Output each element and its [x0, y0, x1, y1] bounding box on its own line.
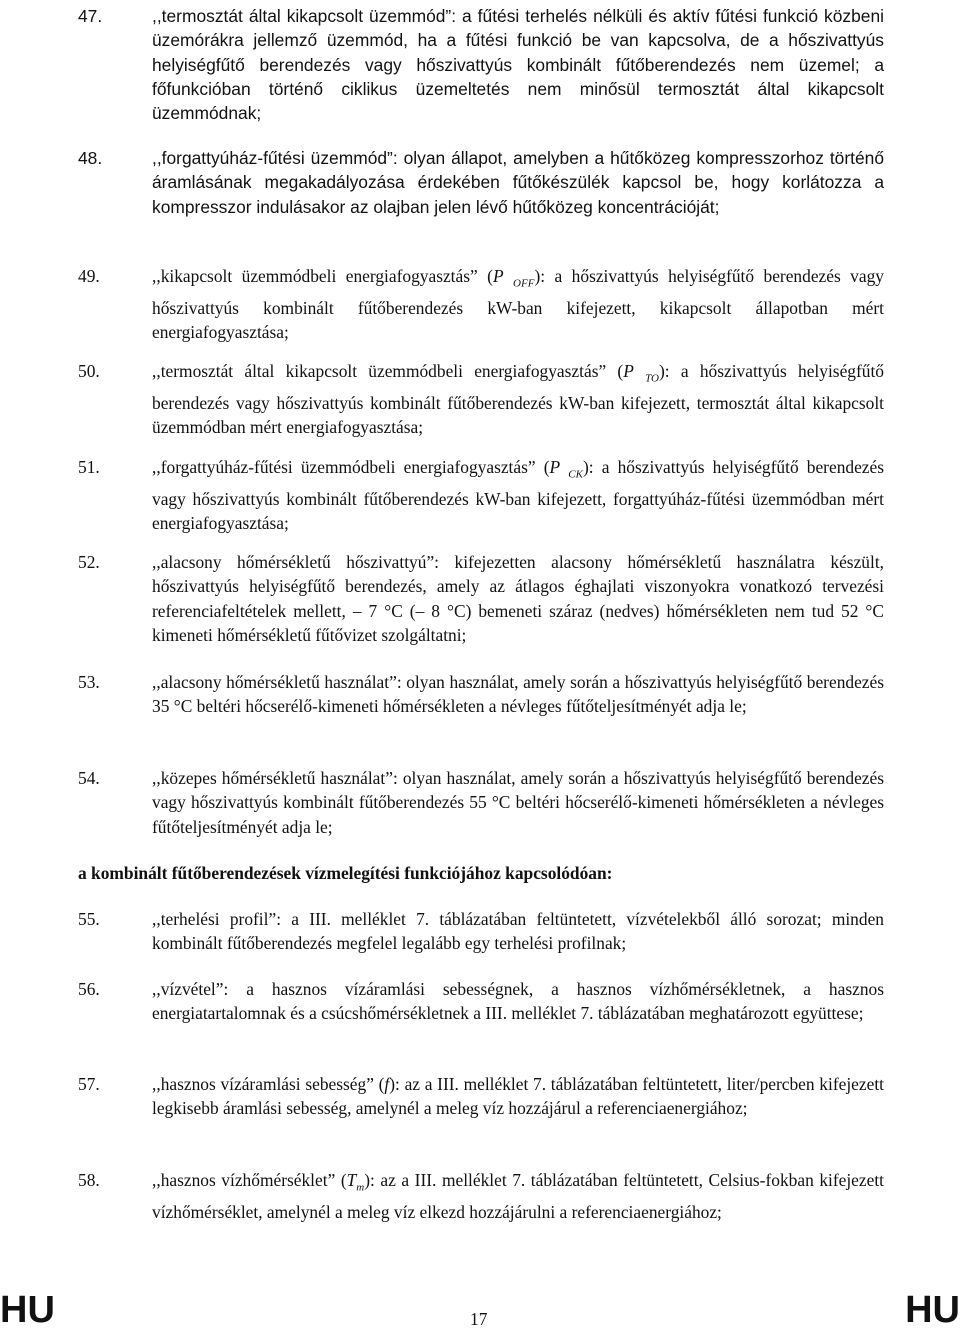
item-text: : olyan használat, amely során a hőszivattyús helyiségfűtő berendezés vagy hőszivattyús kombinált fűtőberendezés 55 °C beltéri hőcserélő-kimeneti hőmérsékleten a névleges fűtőteljesítményét adja le;: [152, 768, 885, 837]
item-body: ,,forgattyúház-fűtési üzemmód”: olyan állapot, amelyben a hűtőközeg kompresszorhoz történő áramlásának megakadályozása érdekében fűtőkészülék kapcsol be, hogy korlátozza a kompresszor indulásakor az olajban jelen lévő hűtőközeg koncentrációját;: [152, 148, 884, 217]
item-term: termosztát által kikapcsolt üzemmódbeli energiafogyasztás: [160, 361, 599, 381]
definition-49: [78, 264, 884, 344]
item-number: 58.: [78, 1170, 100, 1190]
footer-language-right: HU: [905, 1289, 960, 1331]
item-symbol: P: [549, 457, 561, 477]
item-symbol-sub: TO: [645, 372, 659, 385]
item-text: : a hasznos vízáramlási sebességnek, a hasznos vízhőmérsékletnek, a hasznos energiatartalomnak és a csúcshőmérsékletnek a III. melléklet 7. táblázatában meghatározott együttese;: [152, 979, 884, 1024]
item-body: ,,vízvétel”: a hasznos vízáramlási sebességnek, a hasznos vízhőmérsékletnek, a hasznos energiatartalomnak és a csúcshőmérsékletnek a III. melléklet 7. táblázatában meghatározott együttese;: [152, 979, 884, 1024]
item-number: 50.: [78, 361, 100, 381]
item-number: 56.: [78, 979, 100, 999]
section-heading: a kombinált fűtőberendezések vízmelegítési funkciójához kapcsolódóan:: [78, 863, 613, 883]
item-body: ,,hasznos vízáramlási sebesség” (f): az a III. melléklet 7. táblázatában feltüntetett, liter/percben kifejezett legkisebb áramlási sebesség, amelynél a meleg víz hozzájárul a referenciaenergiához;: [152, 1074, 884, 1119]
item-body: ,,forgattyúház-fűtési üzemmódbeli energiafogyasztás” (P $_{CK}$): a hőszivattyús helyiségfűtő berendezés vagy hőszivattyús kombinált fűtőberendezés kW-ban kifejezett, forgattyúház-fűtési üzemmódban mért energiafogyasztása;: [152, 457, 885, 534]
definition-55: [78, 907, 884, 956]
item-symbol-sub: m: [356, 1181, 365, 1194]
definition-57: [78, 1072, 884, 1121]
definition-51: [78, 455, 884, 535]
item-text: : olyan állapot, amelyben a hűtőközeg kompresszorhoz történő áramlásának megakadályozása érdekében fűtőkészülék kapcsol be, hogy korlátozza a kompresszor indulásakor az olajban jelen lévő hűtőközeg koncentrációját;: [152, 148, 884, 217]
item-term: kikapcsolt üzemmódbeli energiafogyasztás: [160, 266, 470, 286]
item-term: vízvétel: [160, 979, 216, 999]
item-body: ,,alacsony hőmérsékletű hőszivattyú”: kifejezetten alacsony hőmérsékletű használatra készült, hőszivattyús helyiségfűtő berendezés, amely az átlagos éghajlati viszonyokra vonatkozó tervezési referenciafeltételek mellett, – 7 °C (– 8 °C) bemeneti száraz (nedves) hőmérsékleten nem tud 52 °C kimeneti hőmérsékletű fűtővizet szolgáltatni;: [152, 552, 885, 645]
item-symbol-sub: OFF: [513, 277, 535, 290]
item-term: alacsony hőmérsékletű hőszivattyú: [160, 552, 427, 572]
definition-56: [78, 977, 884, 1026]
item-symbol: P: [492, 266, 504, 286]
definition-47: [78, 4, 884, 125]
item-text: : olyan használat, amely során a hőszivattyús helyiségfűtő berendezés 35 °C beltéri hőcserélő-kimeneti hőmérsékleten a névleges fűtőteljesítményét adja le;: [152, 672, 885, 717]
definition-50: [78, 359, 884, 439]
item-symbol: T: [346, 1170, 357, 1190]
item-number: 54.: [78, 768, 100, 788]
item-symbol: f: [384, 1074, 390, 1094]
item-body: ,,kikapcsolt üzemmódbeli energiafogyasztás” (P $_{OFF}$): a hőszivattyús helyiségfűtő berendezés vagy hőszivattyús kombinált fűtőberendezés kW-ban kifejezett, kikapcsolt állapotban mért energiafogyasztása;: [152, 266, 884, 343]
definition-58: [78, 1168, 884, 1224]
item-text: : a hőszivattyús helyiségfűtő berendezés vagy hőszivattyús kombinált fűtőberendezés kW-ban kifejezett, termosztát által kikapcsolt üzemmódban mért energiafogyasztása;: [152, 361, 884, 438]
item-number: 55.: [78, 909, 100, 929]
item-number: 49.: [78, 266, 100, 286]
item-term: hasznos vízáramlási sebesség: [160, 1074, 367, 1094]
item-symbol: P: [623, 361, 634, 381]
item-body: ,,hasznos vízhőmérséklet” $(T_m)$: az a III. melléklet 7. táblázatában feltüntetett, Celsius-fokban kifejezett vízhőmérséklet, amelynél a meleg víz elkezd hozzájárulni a referenciaenergiához;: [152, 1170, 885, 1222]
item-term: forgattyúház-fűtési üzemmódbeli energiafogyasztás: [160, 457, 528, 477]
definition-48: [78, 146, 884, 219]
item-body: ,,termosztát által kikapcsolt üzemmód”: a fűtési terhelés nélküli és aktív fűtési funkció közbeni üzemórákra jellemző üzemmód, ha a fűtési funkció be van kapcsolva, de a hőszivattyús helyiségfűtő berendezés vagy hőszivattyús kombinált fűtőberendezés nem üzemel; a főfunkcióban történő ciklikus üzemeltetés nem minősül termosztát által kikapcsolt üzemmódnak;: [152, 6, 884, 124]
item-number: 51.: [78, 457, 100, 477]
item-term: forgattyúház-fűtési üzemmód: [161, 148, 388, 168]
definition-54: [78, 766, 884, 839]
item-text: : a hőszivattyús helyiségfűtő berendezés vagy hőszivattyús kombinált fűtőberendezés kW-ban kifejezett, forgattyúház-fűtési üzemmódban mért energiafogyasztása;: [152, 457, 885, 534]
item-number: 52.: [78, 552, 100, 572]
footer-language-left: HU: [0, 1289, 55, 1331]
item-term: alacsony hőmérsékletű használat: [160, 672, 390, 692]
definition-52: [78, 550, 884, 647]
item-body: ,,közepes hőmérsékletű használat”: olyan használat, amely során a hőszivattyús helyiségfűtő berendezés vagy hőszivattyús kombinált fűtőberendezés 55 °C beltéri hőcserélő-kimeneti hőmérsékleten a névleges fűtőteljesítményét adja le;: [152, 768, 885, 837]
item-text: : a hőszivattyús helyiségfűtő berendezés vagy hőszivattyús kombinált fűtőberendezés kW-ban kifejezett, kikapcsolt állapotban mért energiafogyasztása;: [152, 266, 884, 343]
item-text: : a III. melléklet 7. táblázatában feltüntetett, vízvételekből álló sorozat; minden kombinált fűtőberendezés megfelel legalább egy terhelési profilnak;: [152, 909, 884, 954]
item-number: 48.: [78, 148, 103, 168]
item-body: ,,alacsony hőmérsékletű használat”: olyan használat, amely során a hőszivattyús helyiségfűtő berendezés 35 °C beltéri hőcserélő-kimeneti hőmérsékleten a névleges fűtőteljesítményét adja le;: [152, 672, 885, 717]
definition-53: [78, 670, 884, 719]
item-term: hasznos vízhőmérséklet: [160, 1170, 328, 1190]
item-body: ,,termosztát által kikapcsolt üzemmódbeli energiafogyasztás” (P $_{TO}$): a hőszivattyús helyiségfűtő berendezés vagy hőszivattyús kombinált fűtőberendezés kW-ban kifejezett, termosztát által kikapcsolt üzemmódban mért energiafogyasztása;: [152, 361, 884, 438]
item-text: : kifejezetten alacsony hőmérsékletű használatra készült, hőszivattyús helyiségfűtő berendezés, amely az átlagos éghajlati viszonyokra vonatkozó tervezési referenciafeltételek mellett, – 7 °C (– 8 °C) bemeneti száraz (nedves) hőmérsékleten nem tud 52 °C kimeneti hőmérsékletű fűtővizet szolgáltatni;: [152, 552, 885, 645]
item-text: : az a III. melléklet 7. táblázatában feltüntetett, Celsius-fokban kifejezett vízhőmérséklet, amelynél a meleg víz elkezd hozzájárulni a referenciaenergiához;: [152, 1170, 885, 1222]
item-symbol-sub: CK: [568, 468, 583, 481]
item-term: terhelési profil: [160, 909, 269, 929]
item-body: ,,terhelési profil”: a III. melléklet 7. táblázatában feltüntetett, vízvételekből álló sorozat; minden kombinált fűtőberendezés megfelel legalább egy terhelési profilnak;: [152, 909, 884, 954]
item-term: termosztát által kikapcsolt üzemmód: [161, 6, 446, 26]
item-number: 57.: [78, 1074, 100, 1094]
item-term: közepes hőmérsékletű használat: [160, 768, 386, 788]
item-text: : a fűtési terhelés nélküli és aktív fűtési funkció közbeni üzemórákra jellemző üzemmód, ha a fűtési funkció be van kapcsolva, de a hőszivattyús helyiségfűtő berendezés vagy hőszivattyús kombinált fűtőberendezés nem üzemel; a főfunkcióban történő ciklikus üzemeltetés nem minősül termosztát által kikapcsolt üzemmódnak;: [152, 6, 884, 124]
page-number: 17: [470, 1309, 488, 1329]
item-number: 47.: [78, 6, 103, 26]
item-number: 53.: [78, 672, 100, 692]
item-text: : az a III. melléklet 7. táblázatában feltüntetett, liter/percben kifejezett legkisebb áramlási sebesség, amelynél a meleg víz hozzájárul a referenciaenergiához;: [152, 1074, 884, 1119]
